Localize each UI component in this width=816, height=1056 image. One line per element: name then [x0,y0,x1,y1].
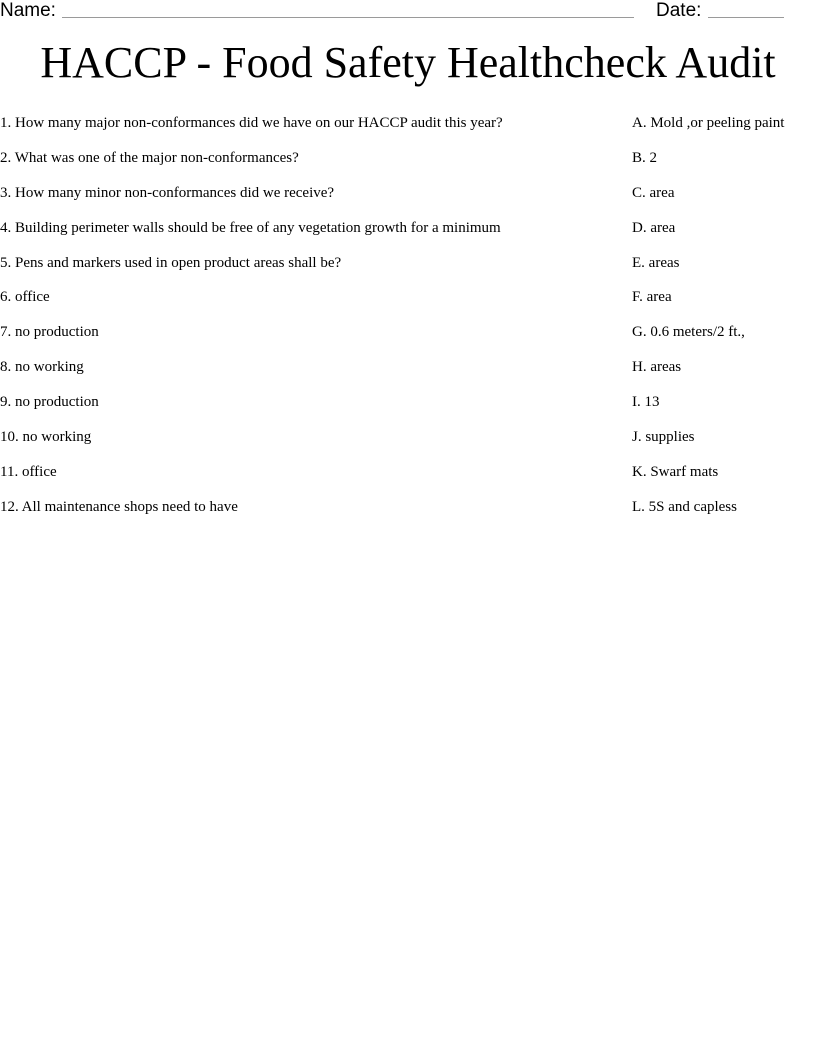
name-fill-line [62,17,634,18]
answer-item: A. Mold ,or peeling paint [632,115,785,131]
question-item: 3. How many minor non-conformances did we receive? [0,184,335,201]
question-list [0,113,600,532]
page-title: HACCP - Food Safety Healthcheck Audit [40,38,776,87]
question-item: 11. office [0,463,57,480]
answer-item: F. area [632,289,672,306]
question-item: 9. no production [0,394,99,411]
question-item: 8. no working [0,359,84,376]
answer-item: E. areas [632,254,680,271]
name-label: Name: [0,0,56,21]
question-item: 6. office [0,289,50,306]
question-item: 4. Building perimeter walls should be free of any vegetation growth for a minimum [0,219,501,236]
question-item: 2. What was one of the major non-conformances? [0,149,299,166]
answer-item: G. 0.6 meters/2 ft., [632,324,745,341]
worksheet-header [0,0,816,24]
answer-item: I. 13 [632,394,660,411]
answer-item: D. area [632,219,676,236]
answer-item: H. areas [632,359,682,376]
answer-item: L. 5S and capless [632,498,737,515]
answer-item: C. area [632,184,675,201]
answer-list [632,113,816,532]
question-item: 1. How many major non-conformances did we have on our HACCP audit this year? [0,115,503,131]
answer-item: K. Swarf mats [632,463,719,480]
question-item: 12. All maintenance shops need to have [0,498,238,515]
answer-item: B. 2 [632,149,658,166]
answer-item: J. supplies [632,429,695,446]
date-fill-line [708,17,784,18]
date-label: Date: [656,0,702,21]
question-item: 5. Pens and markers used in open product areas shall be? [0,254,342,271]
question-item: 7. no production [0,324,99,341]
question-item: 10. no working [0,429,92,446]
